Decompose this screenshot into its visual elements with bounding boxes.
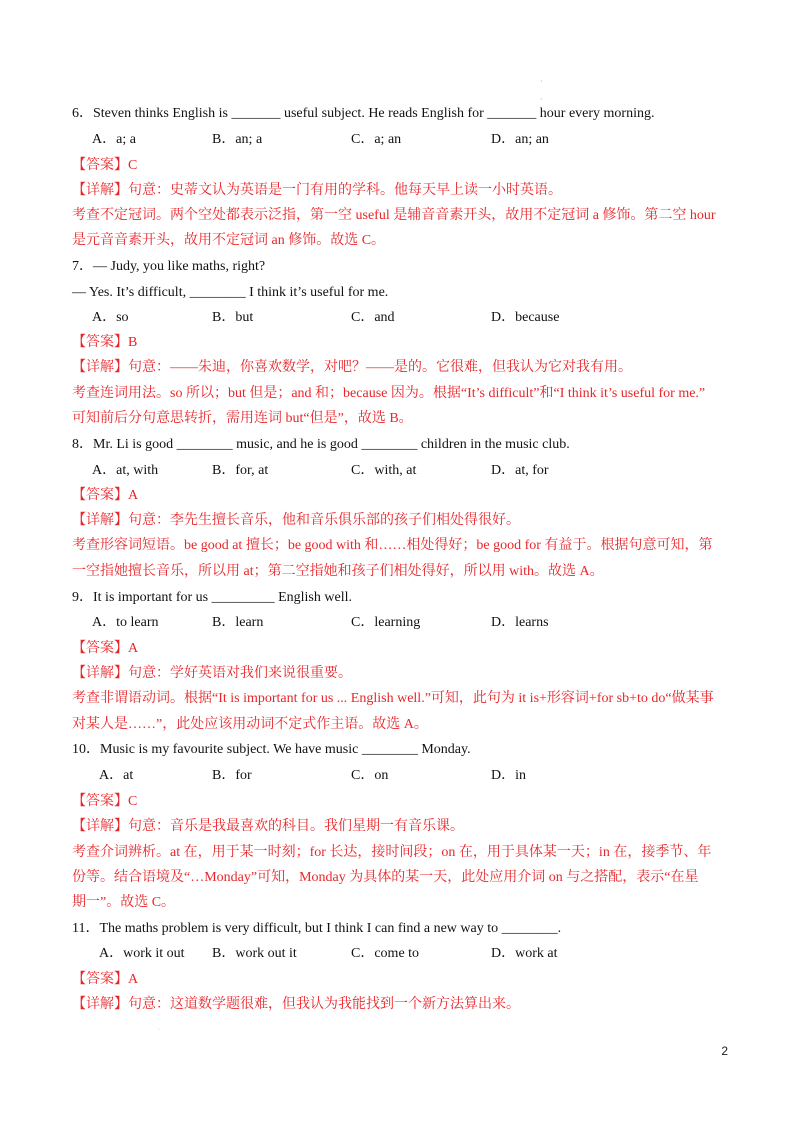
footer-dot: · [158,1027,160,1033]
question-7-explain-line: 可知前后分句意思转折，需用连词 but“但是”，故选 B。 [72,411,413,426]
question-8-option-d: D．at, for [491,463,549,478]
question-10-explain-line: 份等。结合语境及“…Monday”可知，Monday 为具体的某一天，此处应用介词 on 与之搭配，表示“在星 [72,870,699,885]
question-10-option-b: B．for [212,768,252,783]
question-7-stem: 7．— Judy, you like maths, right? [72,259,266,274]
question-11-option-c: C．come to [351,946,420,961]
question-9-option-a: A．to learn [92,615,159,630]
question-6-option-d: D．an; an [491,132,549,147]
question-11-detail: 【详解】句意：这道数学题很难，但我认为我能找到一个新方法算出来。 [72,997,520,1012]
question-8-option-b: B．for, at [212,463,269,478]
question-9-option-b: B．learn [212,615,264,630]
question-7-answer: 【答案】B [72,335,138,350]
page-number: 2 [721,1044,728,1058]
question-8-explain-line: 一空指她擅长音乐，所以用 at；第二空指她和孩子们相处得好，所以用 with。故选 A。 [72,564,604,579]
question-9-option-c: C．learning [351,615,421,630]
question-10-explain-line: 期一”。故选 C。 [72,895,176,910]
question-9-option-d: D．learns [491,615,549,630]
question-8-detail: 【详解】句意：李先生擅长音乐，他和音乐俱乐部的孩子们相处得很好。 [72,513,520,528]
question-11-stem: 11．The maths problem is very difficult, but I think I can find a new way to ________. [72,921,562,936]
question-7-explain-line: 考查连词用法。so 所以；but 但是；and 和；because 因为。根据“It’s difficult”和“I think it’s useful for me.” [72,386,706,401]
question-8-stem: 8．Mr. Li is good ________ music, and he is good ________ children in the music club. [72,437,570,452]
question-10-option-a: A．at [99,768,134,783]
question-7-option-d: D．because [491,310,560,325]
question-8-explain-line: 考查形容词短语。be good at 擅长；be good with 和……相处得好；be good for 有益于。根据句意可知，第 [72,538,713,553]
question-11-option-d: D．work at [491,946,558,961]
question-9-explain-line: 考查非谓语动词。根据“It is important for us ... English well.”可知，此句为 it is+形容词+for sb+to do“做某事 [72,691,714,706]
header-dot-1: · [540,77,543,86]
question-6-explain-line: 是元音音素开头，故用不定冠词 an 修饰。故选 C。 [72,233,386,248]
question-10-answer: 【答案】C [72,794,138,809]
question-11-option-a: A．work it out [99,946,185,961]
question-6-explain-line: 考查不定冠词。两个空处都表示泛指，第一空 useful 是辅音音素开头，故用不定冠词 a 修饰。第二空 hour [72,208,716,223]
question-9-explain-line: 对某人是……”，此处应该用动词不定式作主语。故选 A。 [72,717,428,732]
question-10-option-d: D．in [491,768,526,783]
question-9-answer: 【答案】A [72,641,139,656]
question-10-detail: 【详解】句意：音乐是我最喜欢的科目。我们星期一有音乐课。 [72,819,464,834]
question-10-stem: 10．Music is my favourite subject. We have music ________ Monday. [72,742,471,757]
question-6-option-c: C．a; an [351,132,402,147]
question-7-option-a: A．so [92,310,129,325]
question-10-explain-line: 考查介词辨析。at 在，用于某一时刻；for 长达，接时间段；on 在，用于具体某一天；in 在，接季节、年 [72,845,712,860]
question-6-option-b: B．an; a [212,132,263,147]
question-11-option-b: B．work out it [212,946,297,961]
header-dot-2: · [540,95,543,104]
question-8-option-a: A．at, with [92,463,159,478]
question-7-detail: 【详解】句意：——朱迪，你喜欢数学，对吧？——是的。它很难，但我认为它对我有用。 [72,360,632,375]
question-11-answer: 【答案】A [72,972,139,987]
question-8-answer: 【答案】A [72,488,139,503]
question-7-stem-reply: — Yes. It’s difficult, ________ I think it’s useful for me. [72,285,389,300]
question-6-detail: 【详解】句意：史蒂文认为英语是一门有用的学科。他每天早上读一小时英语。 [72,183,562,198]
question-6-answer: 【答案】C [72,158,138,173]
question-6-option-a: A．a; a [92,132,136,147]
question-6-stem: 6．Steven thinks English is _______ useful subject. He reads English for _______ hour every morning. [72,106,655,121]
question-10-option-c: C．on [351,768,389,783]
question-8-option-c: C．with, at [351,463,417,478]
question-7-option-b: B．but [212,310,254,325]
question-9-detail: 【详解】句意：学好英语对我们来说很重要。 [72,666,352,681]
question-9-stem: 9．It is important for us _________ English well. [72,590,352,605]
question-7-option-c: C．and [351,310,395,325]
